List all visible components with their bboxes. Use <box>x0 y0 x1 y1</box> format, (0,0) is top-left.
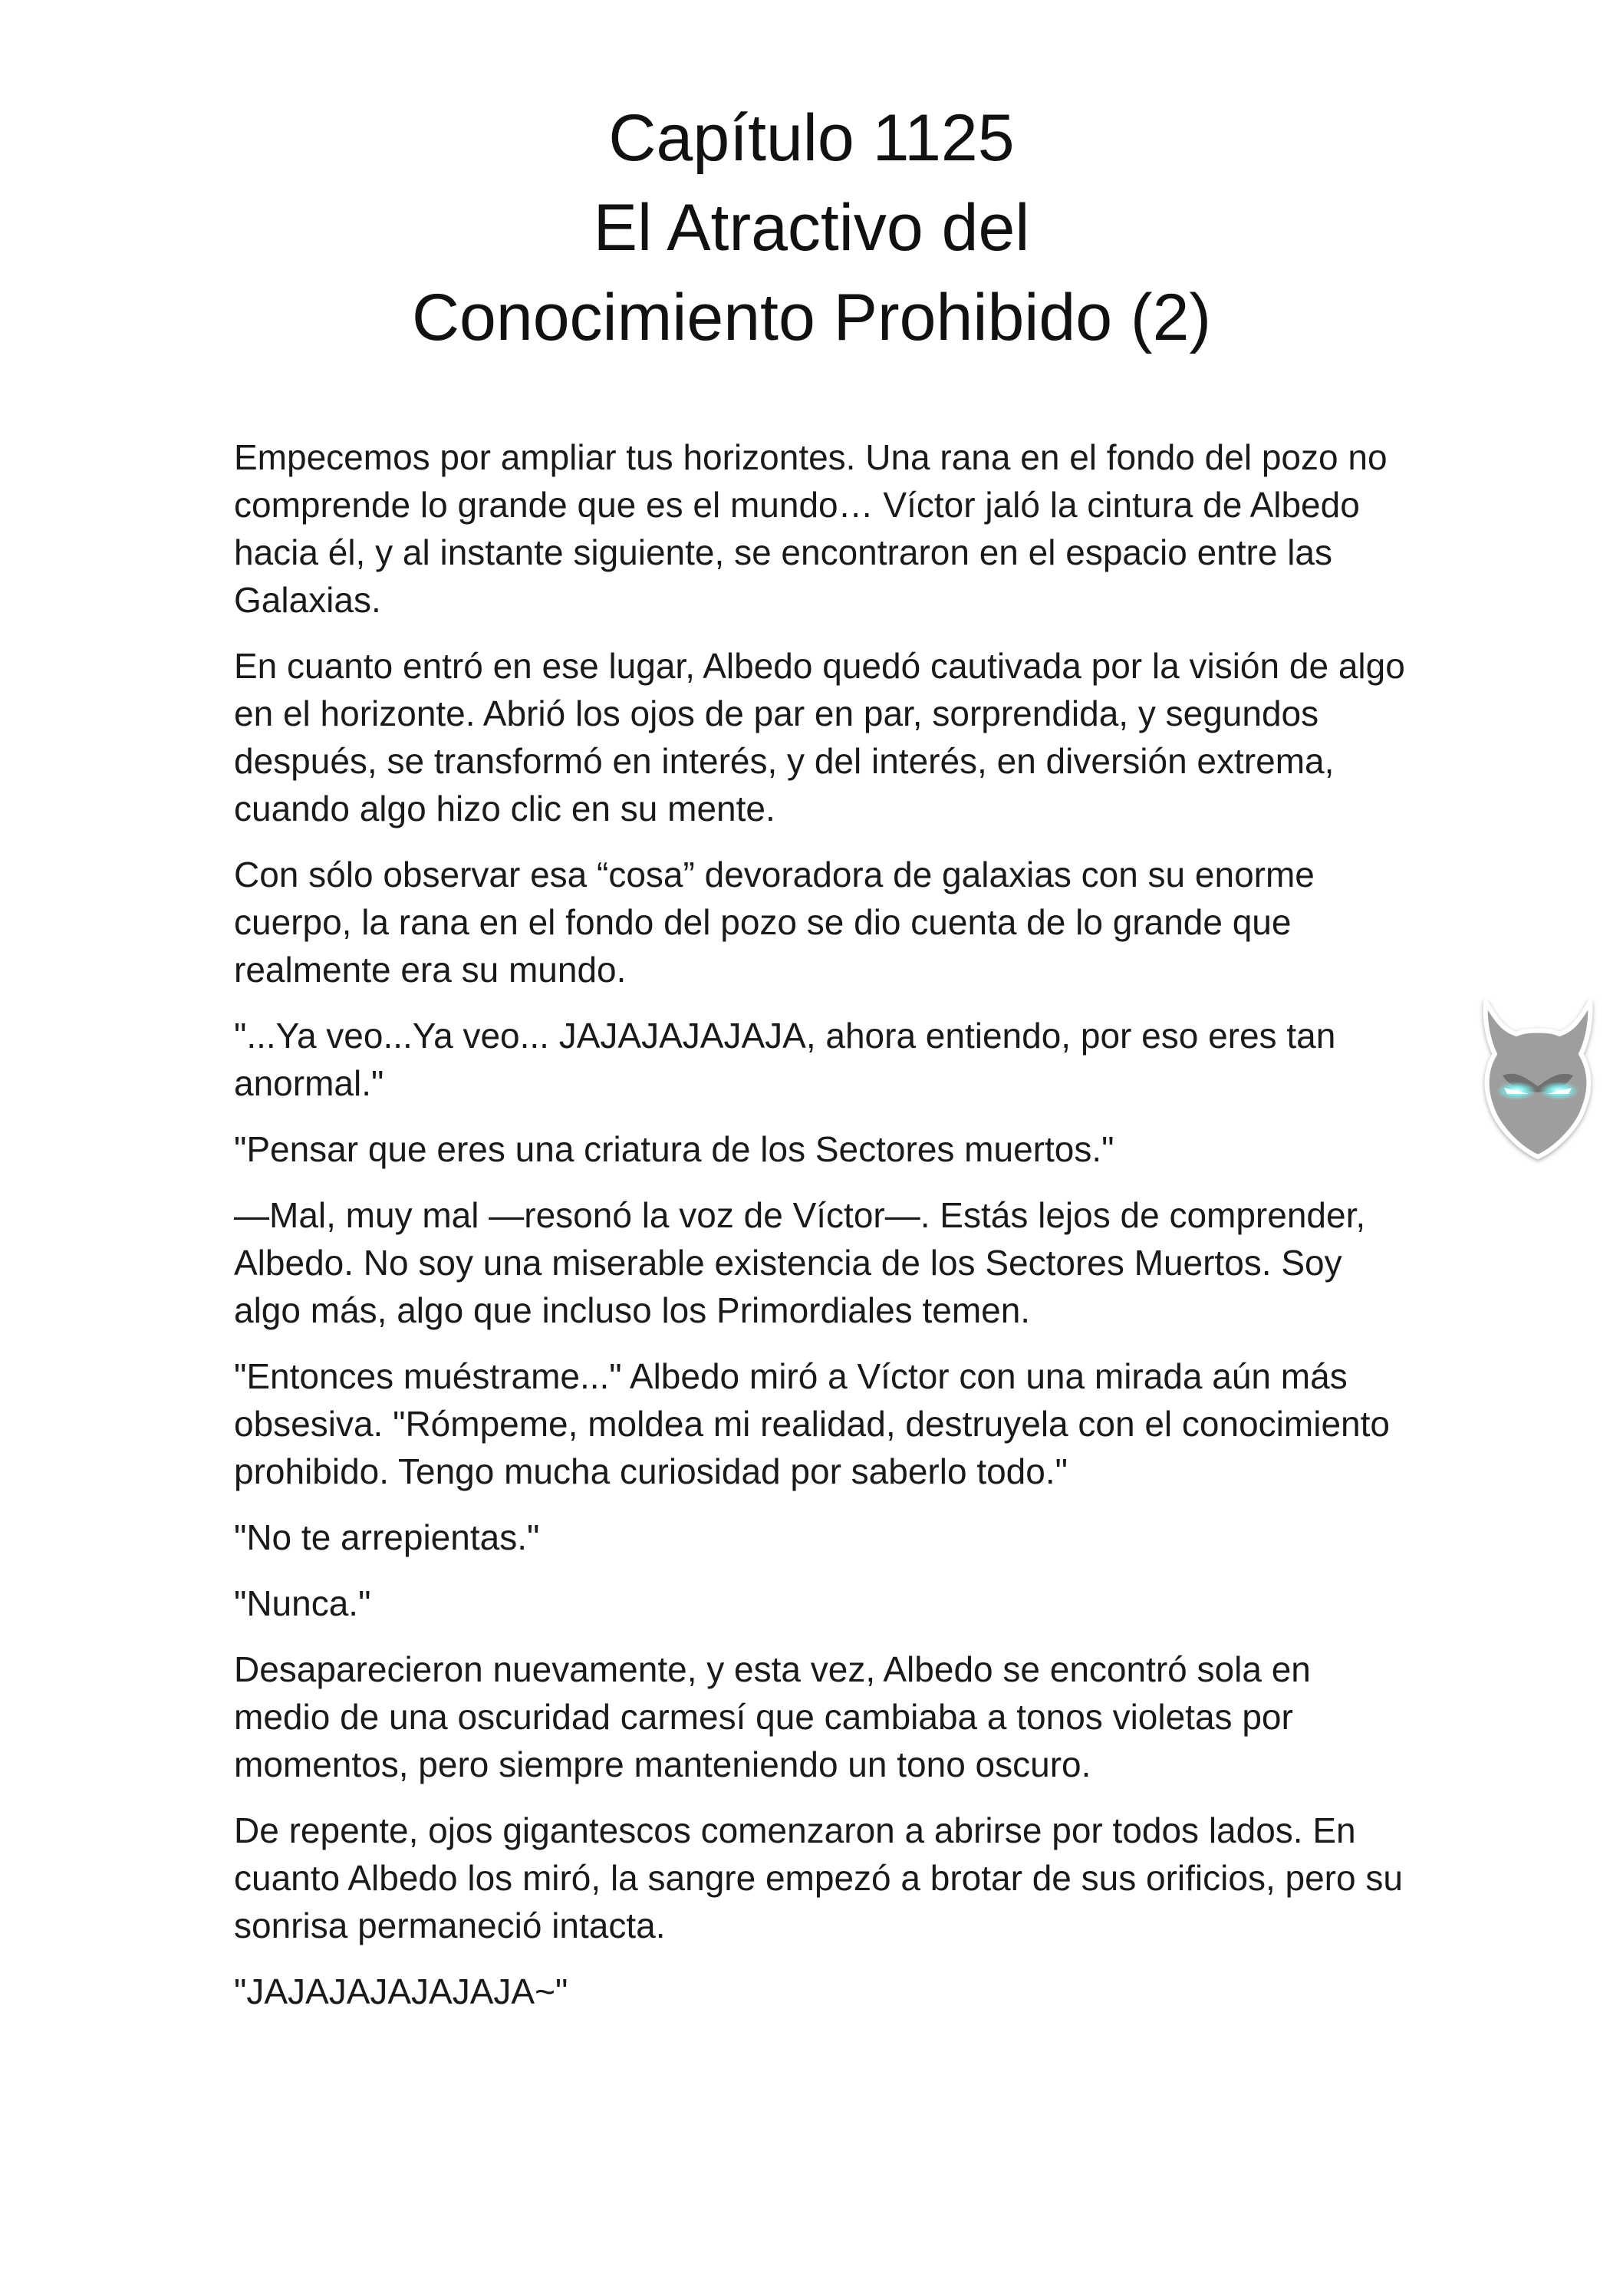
paragraph: "Entonces muéstrame..." Albedo miró a Víctor con una mirada aún más obsesiva. "Rómpeme, moldea mi realidad, destruyela con el conocimiento prohibido. Tengo mucha curiosidad por saberlo todo." <box>234 1356 1390 1491</box>
chapter-body <box>234 433 1415 2034</box>
paragraph: "No te arrepientas." <box>234 1517 540 1557</box>
chapter-title <box>0 94 1623 363</box>
paragraph: —Mal, muy mal —resonó la voz de Víctor—. Estás lejos de comprender, Albedo. No soy una miserable existencia de los Sectores Muertos. Soy algo más, algo que incluso los Primordiales temen. <box>234 1195 1366 1330</box>
paragraph: "Nunca." <box>234 1583 371 1623</box>
paragraph: "...Ya veo...Ya veo... JAJAJAJAJAJA, ahora entiendo, por eso eres tan anormal." <box>234 1016 1336 1103</box>
paragraph: Empecemos por ampliar tus horizontes. Una rana en el fondo del pozo no comprende lo grande que es el mundo… Víctor jaló la cintura de Albedo hacia él, y al instante siguiente, se encontraron en el espacio entre las Galaxias. <box>234 437 1388 620</box>
chapter-title-line-2: Conocimiento Prohibido (2) <box>411 281 1212 354</box>
paragraph: Desaparecieron nuevamente, y esta vez, Albedo se encontró sola en medio de una oscuridad carmesí que cambiaba a tonos violetas por momentos, pero siempre manteniendo un tono oscuro. <box>234 1649 1311 1784</box>
chapter-number: Capítulo 1125 <box>608 101 1015 175</box>
chapter-title-line-1: El Atractivo del <box>593 191 1030 265</box>
paragraph: "JAJAJAJAJAJAJA~" <box>234 1972 568 2011</box>
paragraph: "Pensar que eres una criatura de los Sectores muertos." <box>234 1129 1114 1169</box>
paragraph: De repente, ojos gigantescos comenzaron a abrirse por todos lados. En cuanto Albedo los miró, la sangre empezó a brotar de sus orificios, pero su sonrisa permaneció intacta. <box>234 1810 1403 1945</box>
demon-head-icon <box>1469 996 1607 1164</box>
paragraph: En cuanto entró en ese lugar, Albedo quedó cautivada por la visión de algo en el horizonte. Abrió los ojos de par en par, sorprendida, y segundos después, se transformó en interés, y del interés, en diversión extrema, cuando algo hizo clic en su mente. <box>234 646 1405 828</box>
paragraph: Con sólo observar esa “cosa” devoradora de galaxias con su enorme cuerpo, la rana en el fondo del pozo se dio cuenta de lo grande que realmente era su mundo. <box>234 855 1315 990</box>
